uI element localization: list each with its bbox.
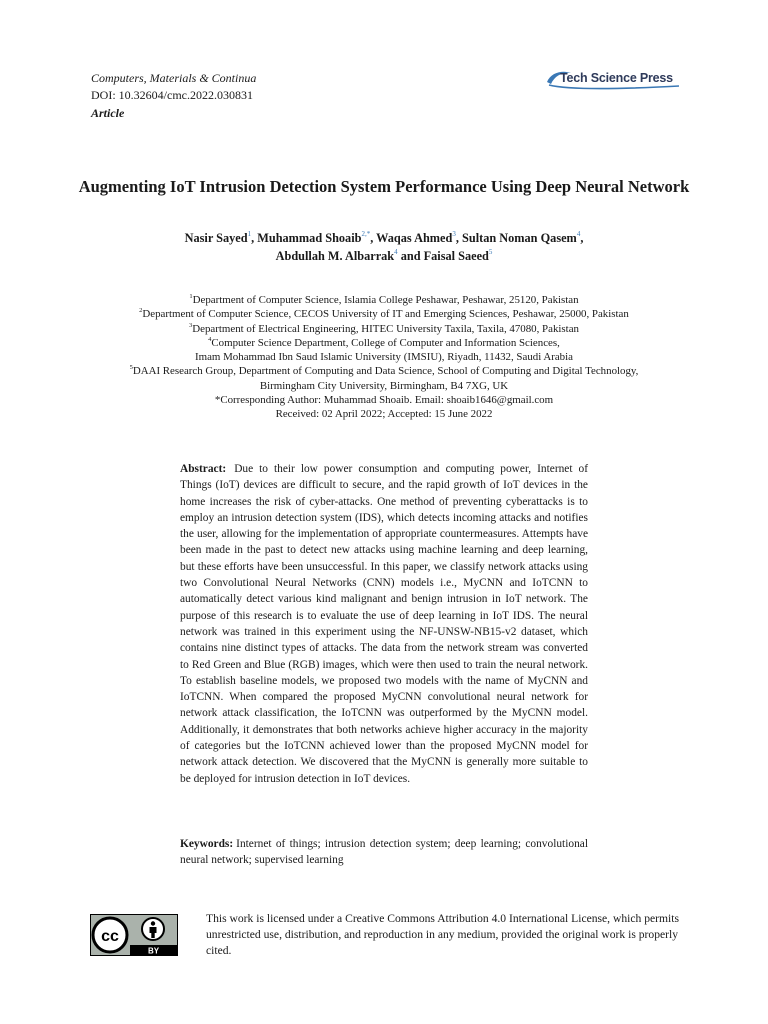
affiliation-line bbox=[40, 350, 728, 364]
author-affiliation-mark: 2,* bbox=[361, 230, 371, 238]
abstract-label: Abstract: bbox=[180, 463, 227, 475]
affiliation-text: Computer Science Department, College of Computer and Information Sciences, bbox=[211, 336, 560, 349]
author-separator: , bbox=[580, 231, 584, 245]
cc-badge-label: BY bbox=[147, 946, 160, 956]
author-name: Abdullah M. Albarrak bbox=[275, 249, 395, 263]
author-separator: and bbox=[397, 249, 424, 263]
author-affiliation-mark: 3 bbox=[452, 230, 456, 238]
affiliation-text: Department of Computer Science, Islamia College Peshawar, Peshawar, 25120, Pakistan bbox=[192, 294, 579, 306]
journal-name: Computers, Materials & Continua bbox=[91, 71, 257, 85]
publisher-name: Tech Science Press bbox=[560, 71, 673, 85]
affiliation-mark: 4 bbox=[208, 335, 212, 343]
abstract-text: Due to their low power consumption and computing power, Internet of Things (IoT) devices are difficult to secure, and the rapid growth of IoT devices in the home increases the risk of cyber-attacks. One method of preventing cyberattacks is to employ an intrusion detection system (IDS), which detects incoming attacks and notifies the user, allowing for the implementation of appropriate countermeasures. Attempts have been made in the past to detect new attacks using machine learning and deep learning, but these efforts have been unsuccessful. In this paper, we classify network attacks using two Convolutional Neural Networks (CNN) models i.e., MyCNN and IoTCNN to automatically detect various kind malignant and benign intrusion in IoT network. The purpose of this research is to evaluate the use of deep learning in IoT IDS. The neural network was trained in this experiment using the NF-UNSW-NB15-v2 dataset, which contains nine distinct types of attacks. The data from the network stream was converted to Red Green and Blue (RGB) images, which were then used to train the neural network. To establish baseline models, we proposed two models with the name of MyCNN and IoTCNN. When compared the proposed MyCNN convolutional neural network for network attack classification, the IoTCNN was outperformed by the MyCNN model. Additionally, it demonstrates that both networks achieve higher accuracy in the majority of categories but the IoTCNN achieved lower than the proposed MyCNN model for network attack detection. We discovered that the MyCNN is generally more suitable to be deployed for intrusion detection in IoT devices. bbox=[180, 463, 588, 785]
affiliation-line bbox=[40, 379, 728, 393]
affiliation-mark: 1 bbox=[189, 293, 193, 300]
author-separator: , bbox=[455, 231, 463, 245]
cc-by-license-icon bbox=[90, 914, 178, 956]
author-list bbox=[60, 229, 708, 265]
keywords-text: Internet of things; intrusion detection system; deep learning; convolutional neural network; supervised learning bbox=[180, 838, 588, 866]
author-affiliation-mark: 5 bbox=[488, 248, 493, 256]
author-name: Faisal Saeed bbox=[423, 249, 489, 263]
author-separator: , bbox=[251, 231, 258, 245]
affiliation-line bbox=[40, 336, 728, 350]
author-name: Muhammad Shoaib bbox=[257, 231, 362, 245]
affiliation-line bbox=[40, 307, 728, 321]
affiliation-mark: 5 bbox=[129, 364, 133, 372]
author-affiliation-mark: 4 bbox=[394, 248, 398, 256]
author-affiliation-mark: 1 bbox=[247, 230, 252, 238]
license-statement: This work is licensed under a Creative Commons Attribution 4.0 International License, which permits unrestricted use, distribution, and reproduction in any medium, provided the original work is properly cited. bbox=[206, 912, 679, 957]
corresponding-author: *Corresponding Author: Muhammad Shoaib. Email: shoaib1646@gmail.com bbox=[214, 394, 554, 407]
abstract bbox=[180, 461, 588, 787]
received-accepted-dates: Received: 02 April 2022; Accepted: 15 June 2022 bbox=[275, 408, 493, 421]
affiliation-text: Imam Mohammad Ibn Saud Islamic University (IMSIU), Riyadh, 11432, Saudi Arabia bbox=[195, 351, 573, 364]
affiliation-text: Birmingham City University, Birmingham, B4 7XG, UK bbox=[259, 379, 509, 392]
author-name: Sultan Noman Qasem bbox=[462, 231, 577, 245]
author-affiliation-mark: 4 bbox=[576, 230, 581, 238]
doi: DOI: 10.32604/cmc.2022.030831 bbox=[91, 88, 253, 102]
article-type: Article bbox=[91, 106, 125, 120]
affiliation-text: Department of Electrical Engineering, HITEC University Taxila, Taxila, 47080, Pakistan bbox=[192, 322, 579, 335]
affiliation-line bbox=[40, 293, 728, 307]
affiliation-list bbox=[40, 293, 728, 422]
affiliation-line bbox=[40, 364, 728, 378]
svg-text:cc: cc bbox=[101, 928, 119, 945]
paper-title: Augmenting IoT Intrusion Detection System Performance Using Deep Neural Network bbox=[78, 177, 690, 196]
affiliation-text: DAAI Research Group, Department of Computing and Data Science, School of Computing and Digital Technology, bbox=[132, 365, 639, 378]
author-separator: , bbox=[370, 231, 377, 245]
affiliation-line bbox=[40, 322, 728, 336]
author-name: Waqas Ahmed bbox=[376, 231, 453, 245]
keywords-label: Keywords: bbox=[180, 838, 234, 850]
author-name: Nasir Sayed bbox=[184, 231, 248, 245]
affiliation-mark: 2 bbox=[139, 307, 143, 315]
keywords bbox=[180, 836, 588, 868]
affiliation-mark: 3 bbox=[189, 321, 193, 329]
affiliation-text: Department of Computer Science, CECOS University of IT and Emerging Sciences, Peshawar, 25000, Pakistan bbox=[142, 308, 629, 321]
